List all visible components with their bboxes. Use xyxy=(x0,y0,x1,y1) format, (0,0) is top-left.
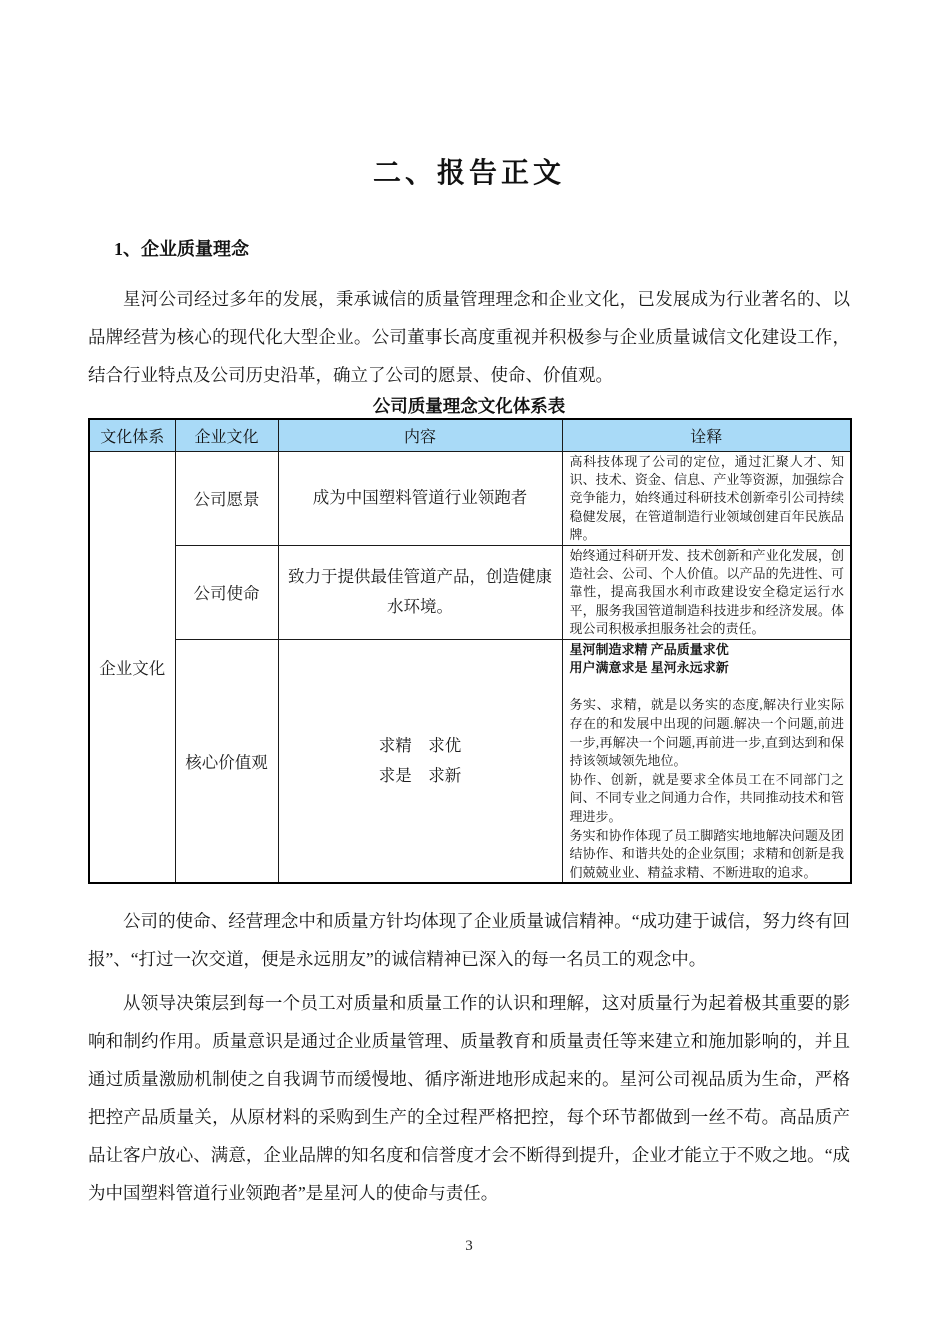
table-header-row xyxy=(89,419,851,451)
content-cell-mission: 致力于提供最佳管道产品，创造健康水环境。 xyxy=(278,545,562,639)
section-heading: 1、企业质量理念 xyxy=(114,239,249,259)
interpretation-cell-mission: 始终通过科研开发、技术创新和产业化发展，创造社会、公司、个人价值。以产品的先进性、可靠性，提高我国水利市政建设安全稳定运行水平，服务我国管道制造科技进步和经济发展。体现公司积极承担服务社会的责任。 xyxy=(562,545,851,639)
culture-system-table xyxy=(88,418,852,884)
table-row xyxy=(89,639,851,883)
content-cell-vision: 成为中国塑料管道行业领跑者 xyxy=(278,451,562,545)
values-line-2: 求是 求新 xyxy=(378,766,462,785)
table-caption: 公司质量理念文化体系表 xyxy=(372,396,566,416)
motto-bold-line-1: 星河制造求精 产品质量求优 xyxy=(569,641,729,657)
interpretation-cell-vision: 高科技体现了公司的定位，通过汇聚人才、知识、技术、资金、信息、产业等资源，加强综合竞争能力，始终通过科研技术创新牵引公司持续稳健发展，在管道制造行业领域创建百年民族品牌。 xyxy=(562,451,851,545)
paragraph-integrity: 公司的使命、经营理念中和质量方针均体现了企业质量诚信精神。“成功建于诚信，努力终有回报”、“打过一次交道，便是永远朋友”的诚信精神已深入的每一名员工的观念中。 xyxy=(88,911,850,970)
culture-cell-vision: 公司愿景 xyxy=(175,451,278,545)
header-content: 内容 xyxy=(278,419,562,451)
header-interpretation: 诠释 xyxy=(562,419,851,451)
page-title: 二、报告正文 xyxy=(372,157,565,188)
table-row xyxy=(89,451,851,545)
merged-culture-system-cell: 企业文化 xyxy=(89,451,175,883)
paragraph-intro: 星河公司经过多年的发展，秉承诚信的质量管理理念和企业文化，已发展成为行业著名的、以品牌经营为核心的现代化大型企业。公司董事长高度重视并积极参与企业质量诚信文化建设工作，结合行业特点及公司历史沿革，确立了公司的愿景、使命、价值观。 xyxy=(88,289,850,385)
interpretation-paragraph: 协作、创新，就是要求全体员工在不同部门之间、不同专业之间通力合作，共同推动技术和管理进步。 xyxy=(569,771,844,824)
table-row xyxy=(89,545,851,639)
content-cell-values xyxy=(278,639,562,883)
values-line-1: 求精 求优 xyxy=(378,736,462,755)
interpretation-paragraph: 务实、求精，就是以务实的态度,解决行业实际存在的和发展中出现的问题.解决一个问题,前进一步,再解决一个问题,再前进一步,直到达到和保持该领域领先地位。 xyxy=(569,697,844,769)
header-enterprise-culture: 企业文化 xyxy=(175,419,278,451)
page-number: 3 xyxy=(465,1238,473,1255)
header-culture-system: 文化体系 xyxy=(89,419,175,451)
paragraph-quality-awareness: 从领导决策层到每一个员工对质量和质量工作的认识和理解，这对质量行为起着极其重要的影响和制约作用。质量意识是通过企业质量管理、质量教育和质量责任等来建立和施加影响的，并且通过质量激励机制使之自我调节而缓慢地、循序渐进地形成起来的。星河公司视品质为生命，严格把控产品质量关，从原材料的采购到生产的全过程严格把控，每个环节都做到一丝不苟。高品质产品让客户放心、满意，企业品牌的知名度和信誉度才会不断得到提升，企业才能立于不败之地。“成为中国塑料管道行业领跑者”是星河人的使命与责任。 xyxy=(88,993,850,1204)
culture-cell-values: 核心价值观 xyxy=(175,639,278,883)
culture-cell-mission: 公司使命 xyxy=(175,545,278,639)
motto-bold-line-2: 用户满意求是 星河永远求新 xyxy=(569,660,729,676)
interpretation-cell-values xyxy=(562,639,851,883)
interpretation-paragraph: 务实和协作体现了员工脚踏实地地解决问题及团结协作、和谐共处的企业氛围；求精和创新是我们兢兢业业、精益求精、不断进取的追求。 xyxy=(569,827,844,880)
